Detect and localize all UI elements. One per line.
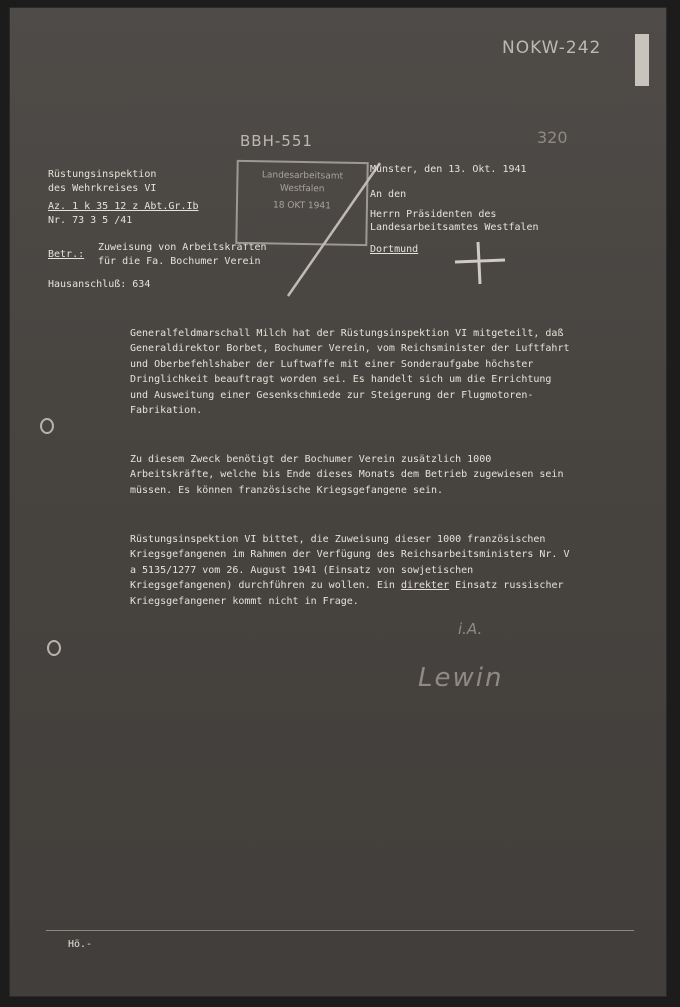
addressee-line-3: Landesarbeitsamtes Westfalen (370, 222, 539, 233)
paragraph-1: Generalfeldmarschall Milch hat der Rüstungsinspektion VI mitgeteilt, daß Generaldirektor Borbet, Bochumer Verein, vom Reichsminister der Luftfahrt und Oberbefehlshaber der Luftwaffe mit einer Sonderaufgabe höchster Dringlichkeit beauftragt worden sei. Es handelt sich um die Errichtung und Ausweitung einer Gesenkschmiede zur Steigerung der Flugmotoren-Fabrikation. (130, 328, 570, 417)
sender-line-1: Rüstungsinspektion (48, 169, 157, 180)
addressee-line-2: Herrn Präsidenten des (370, 209, 497, 220)
sender-line-2: des Wehrkreises VI (48, 183, 157, 194)
paper-edge-tab (635, 34, 649, 86)
page-mark: 320 (537, 128, 568, 147)
subject-line-2: für die Fa. Bochumer Verein (98, 256, 261, 267)
document-page (10, 8, 666, 996)
reference-line-2: Nr. 73 3 5 /41 (48, 215, 133, 226)
paragraph-3 (130, 532, 570, 609)
paragraph-3-end: Einsatz russischer Kriegsgefangener kommt nicht in Frage. (130, 580, 564, 607)
paragraph-3-start: Rüstungsinspektion VI bittet, die Zuweisung dieser 1000 französischen Kriegsgefangenen im Rahmen der Verfügung des Reichsarbeitsministers Nr. V a 5135/1277 vom 26. August 1941 (Einsatz von sowjetischen Kriegsgefangenen) durchführen zu wollen. Ein (130, 534, 570, 592)
bottom-rule (46, 930, 634, 931)
file-mark: BBH-551 (240, 132, 313, 150)
paragraph-3-emphasis: direkter (400, 580, 450, 592)
reference-line-1: Az. 1 k 35 12 z Abt.Gr.Ib (48, 201, 199, 212)
place-date: Münster, den 13. Okt. 1941 (370, 164, 527, 175)
archive-mark: NOKW-242 (502, 38, 602, 58)
initials: i.A. (458, 620, 483, 638)
paragraph-2: Zu diesem Zweck benötigt der Bochumer Verein zusätzlich 1000 Arbeitskräfte, welche bis Ende dieses Monats dem Betrieb zugewiesen sein müssen. Es können französische Kriegsgefangene sein. (130, 454, 564, 496)
punch-hole-top (40, 418, 54, 434)
extension-line: Hausanschluß: 634 (48, 279, 151, 290)
received-stamp: Landesarbeitsamt Westfalen 18 OKT 1941 (235, 160, 368, 246)
subject-line-1: Zuweisung von Arbeitskräften (98, 242, 267, 253)
subject-label: Betr.: (48, 249, 85, 260)
addressee-line-1: An den (370, 189, 407, 200)
punch-hole-bottom (47, 640, 61, 656)
footer-mark: Hö.- (68, 939, 93, 950)
addressee-city: Dortmund (370, 244, 419, 255)
signature: Lewin (418, 663, 504, 693)
cross-mark-icon (450, 238, 510, 288)
